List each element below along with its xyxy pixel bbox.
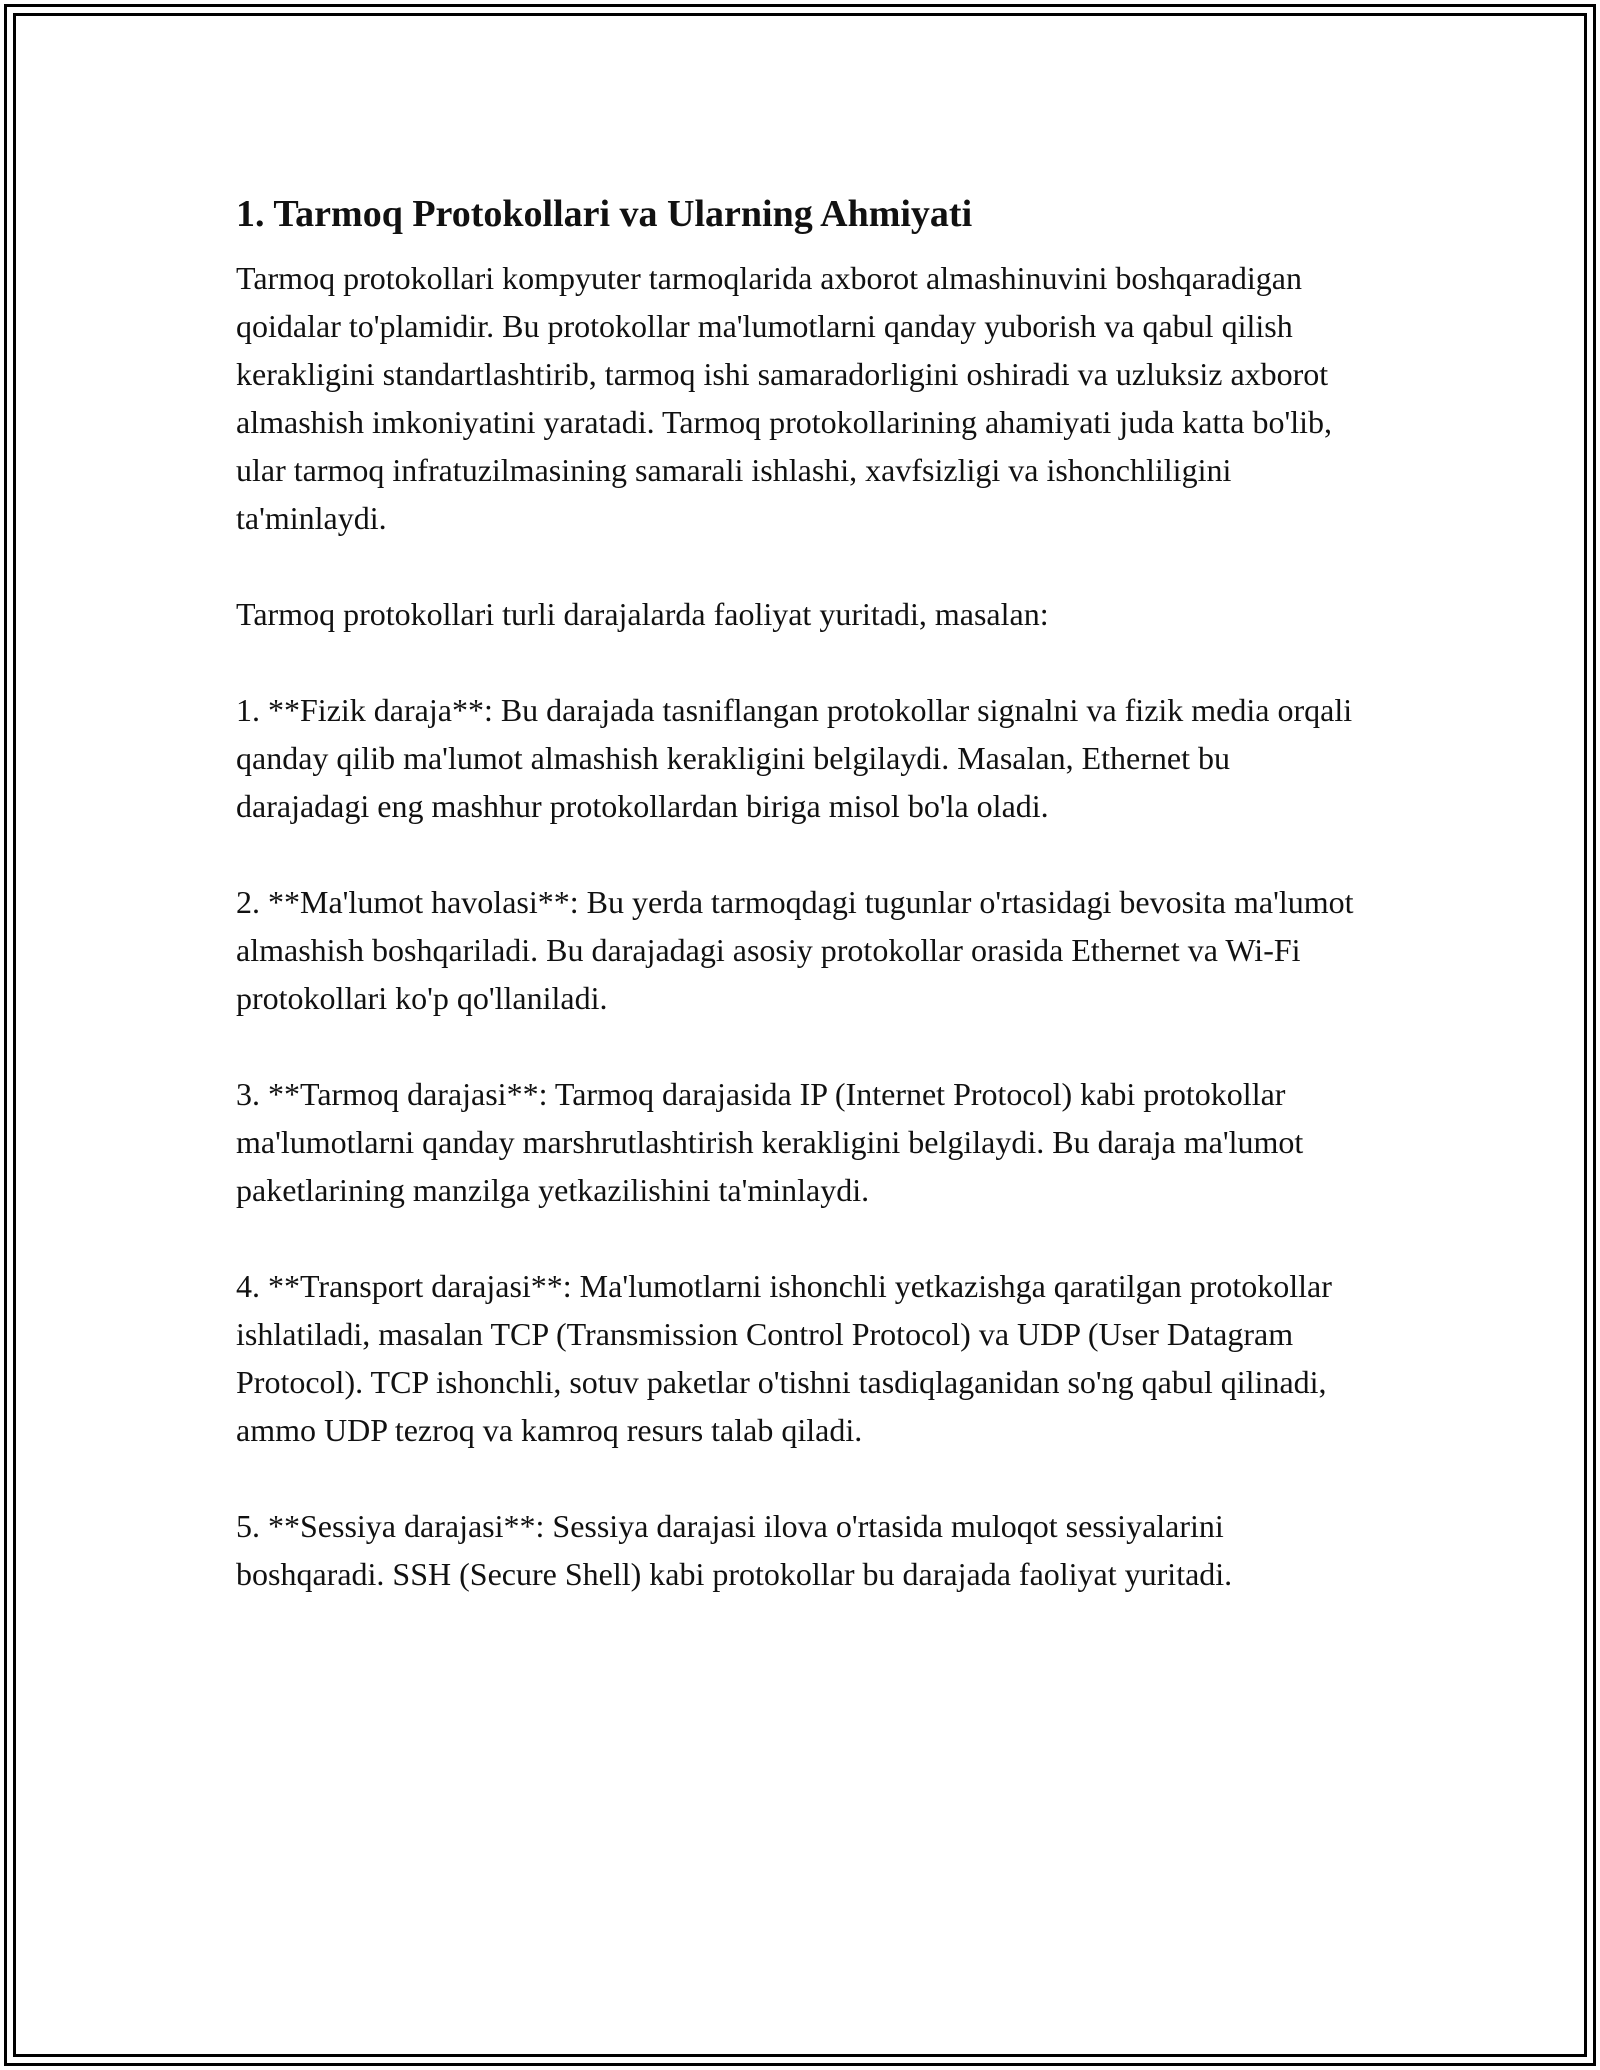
document-title: 1. Tarmoq Protokollari va Ularning Ahmiyati — [236, 193, 973, 235]
list-item-physical-layer: 1. **Fizik daraja**: Bu darajada tasniflangan protokollar signalni va fizik media orqali qanday qilib ma'lumot almashish kerakligini belgilaydi. Masalan, Ethernet bu darajadagi eng mashhur protokollardan biriga misol bo'la oladi. — [236, 692, 1353, 824]
list-item-transport-layer: 4. **Transport darajasi**: Ma'lumotlarni ishonchli yetkazishga qaratilgan protokollar ishlatiladi, masalan TCP (Transmission Control Protocol) va UDP (User Datagram Protocol). TCP ishonchli, sotuv paketlar o'tishni tasdiqlaganidan so'ng qabul qilinadi, ammo UDP tezroq va kamroq resurs talab qiladi. — [236, 1268, 1332, 1448]
list-item-session-layer: 5. **Sessiya darajasi**: Sessiya darajasi ilova o'rtasida muloqot sessiyalarini boshqaradi. SSH (Secure Shell) kabi protokollar bu darajada faoliyat yuritadi. — [236, 1508, 1233, 1592]
list-item-network-layer: 3. **Tarmoq darajasi**: Tarmoq darajasida IP (Internet Protocol) kabi protokollar ma'lumotlarni qanday marshrutlashtirish kerakligini belgilaydi. Bu daraja ma'lumot paketlarining manzilga yetkazilishini ta'minlaydi. — [236, 1076, 1304, 1208]
document-body — [236, 186, 1356, 1646]
intro-paragraph: Tarmoq protokollari kompyuter tarmoqlarida axborot almashinuvini boshqaradigan qoidalar to'plamidir. Bu protokollar ma'lumotlarni qanday yuborish va qabul qilish kerakligini standartlashtirib, tarmoq ishi samaradorligini oshiradi va uzluksiz axborot almashish imkoniyatini yaratadi. Tarmoq protokollarining ahamiyati juda katta bo'lib, ular tarmoq infratuzilmasining samarali ishlashi, xavfsizligi va ishonchliligini ta'minlaydi. — [236, 260, 1333, 536]
list-item-data-link-layer: 2. **Ma'lumot havolasi**: Bu yerda tarmoqdagi tugunlar o'rtasidagi bevosita ma'lumot almashish boshqariladi. Bu darajadagi asosiy protokollar orasida Ethernet va Wi-Fi protokollari ko'p qo'llaniladi. — [236, 884, 1354, 1016]
levels-intro-paragraph: Tarmoq protokollari turli darajalarda faoliyat yuritadi, masalan: — [236, 596, 1049, 632]
